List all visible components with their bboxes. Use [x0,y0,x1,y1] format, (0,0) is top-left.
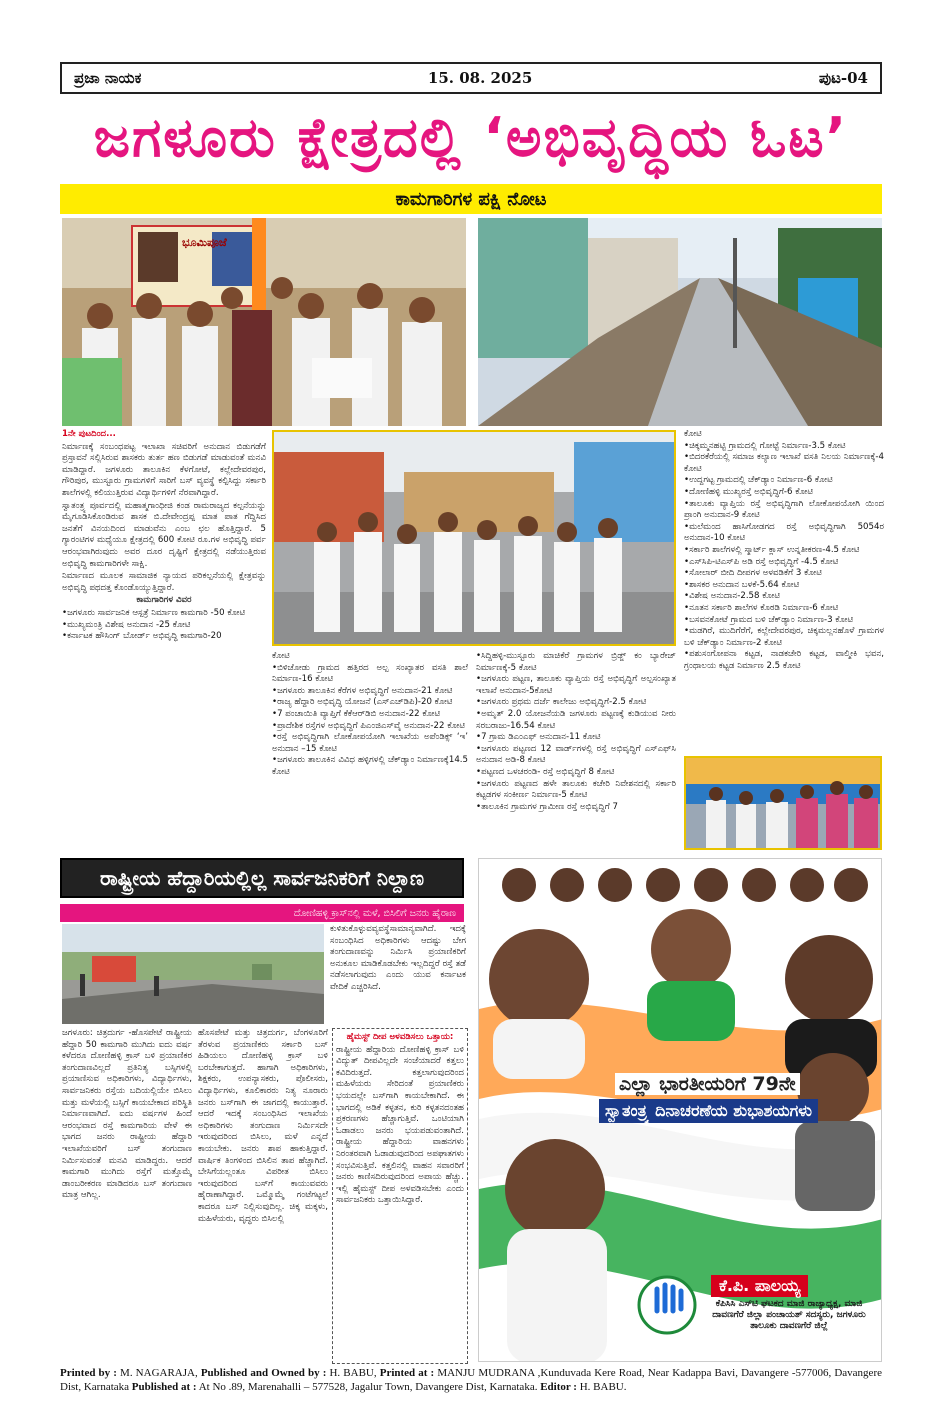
paragraph: ಜಗಳೂರು: ಚಿತ್ರದುರ್ಗ -ಹೊಸಪೇಟೆ ರಾಷ್ಟ್ರೀಯ ಹೆದ್ದಾರಿ 50 ಕಾಮಗಾರಿ ಮುಗಿದು ಐದು ವರ್ಷ ಕಳೆದರೂ ದೋಣಿಹಳ್ಳಿ ಕ್ರಾಸ್ ಬಳಿ ಪ್ರಯಾಣಿಕರ ತಂಗುದಾಣವಿಲ್ಲದೆ ಪ್ರತಿನಿತ್ಯ ಬಸ್ಸಿಗಳಲ್ಲಿ ಪ್ರಯಾಣಿಸುವ ಅಧಿಕಾರಿಗಳು, ವಿದ್ಯಾರ್ಥಿಗಳು, ಸಾರ್ವಜನಿಕರು ರಸ್ತೆಯ ಬದಿಯಲ್ಲಿಯೇ ಬಿಸಿಲು ಮತ್ತು ಮಳೆಯಲ್ಲಿ ಬಸ್ಸಿಗೆ ಕಾಯಬೇಕಾದ ಪರಿಸ್ಥಿತಿ ನಿರ್ಮಾಣವಾಗಿದೆ. ಐದು ವರ್ಷಗಳ ಹಿಂದೆ ಆರಂಭವಾದ ರಸ್ತೆ ಕಾಮಗಾರಿಯ ವೇಳೆ ಈ ಭಾಗದ ಜನರು ರಾಷ್ಟ್ರೀಯ ಹೆದ್ದಾರಿ ಇಲಾಖೆಯವರಿಗೆ ಬಸ್ ತಂಗುದಾಣ ನಿರ್ಮಿಸುವಂತೆ ಮನವಿ ಮಾಡಿದ್ದರು. ಆದರೆ ಕಾಮಗಾರಿ ಮುಗಿದು ರಸ್ತೆಗೆ ಮತ್ತೊಮ್ಮೆ ಡಾಂಬರೀಕರಣ ಮಾಡಿದರೂ ಬಸ್ ತಂಗುದಾಣ ಮಾತ್ರ ಆಗಿಲ್ಲ. [62,1028,192,1201]
list-item: •ಮಡಗಿರೆ, ಮುದಿಗೆರೆಗೆ, ಕಲ್ಲೇದೇವರಪುರ, ಚಿಕ್ಕಮಲ್ಲನಹೊಳೆ ಗ್ರಾಮಗಳ ಬಳಿ ಚೆಕ್‌ಡ್ಯಾಂ ನಿರ್ಮಾಣ-2 ಕೋಟಿ [684,626,884,648]
story-top-right-text [330,924,466,1024]
list-item: •ತಾಲೂಕು ವ್ಯಾಪ್ತಿಯ ರಸ್ತೆ ಅಭಿವೃದ್ಧಿಗಾಗಿ ಲೋಕೋಪಯೋಗಿ ಯಿಂದ ಪ್ರಾಂಗಿ ಅನುದಾನ-9 ಕೋಟಿ [684,498,884,521]
inauguration-illustration [686,758,880,848]
paper-name: ಪ್ರಜಾ ನಾಯಕ [74,69,142,87]
continued-label: 1ನೇ ಪುಟದಿಂದ... [62,429,116,439]
issue-date: 15. 08. 2025 [427,69,533,87]
photo-highway-junction [62,924,324,1024]
list-item: •ಪಶುಸಂಗೋಪನಾ ಕಟ್ಟಡ, ನಾಡಕಚೇರಿ ಕಟ್ಟಡ, ವಾಲ್ಮೀಕಿ ಭವನ, ಗ್ರಂಥಾಲಯ ಕಟ್ಟಡ ನಿರ್ಮಾಣ 2.5 ಕೋಟಿ [684,649,884,671]
list-item: •ಜಗಳೂರು ಪ್ರಥಮ ದರ್ಜೆ ಕಾಲೇಜು ಅಭಿವೃದ್ಧಿಗೆ-2.5 ಕೋಟಿ [476,697,647,708]
list-item: •ನೂತನ ಸರ್ಕಾರಿ ಶಾಲೆಗಳ ಕೊಠಡಿ ನಿರ್ಮಾಣ-6 ಕೋಟಿ [684,602,839,613]
list-item: ಕೋಟಿ [684,429,702,439]
list-item: •ಪ್ರಾದೇಶಿಕ ರಸ್ತೆಗಳ ಅಭಿವೃದ್ಧಿಗೆ ಪಿಎಂಜಿಎಸ್‌ವೈ ಅನುದಾನ-22 ಕೋಟಿ [272,720,465,731]
owner-name: H. BABU, [329,1367,377,1379]
highway-illustration [62,924,324,1024]
banner-label: ಭೂಮಿಪೂಜೆ [182,236,227,249]
list-item: •ದೋಣಿಹಳ್ಳಿ ಮುಖ್ಯರಸ್ತೆ ಅಭಿವೃದ್ಧಿಗೆ-6 ಕೋಟಿ [684,486,814,497]
list-item: •ಎಸ್‌ಸಿಪಿ-ಟಿಎಸ್‌ಪಿ ಅಡಿ ರಸ್ತೆ ಅಭಿವೃದ್ಧಿಗೆ -4.5 ಕೋಟಿ [684,556,839,567]
list-item: •ಮುಖ್ಯಮಂತ್ರಿ ವಿಶೇಷ ಅನುದಾನ -25 ಕೋಟಿ [62,619,191,630]
list-item: •ಬಿಳಿಚೋಡು ಗ್ರಾಮದ ಹತ್ತಿರದ ಅಲ್ಪ ಸಂಖ್ಯಾತರ ವಸತಿ ಶಾಲೆ ನಿರ್ಮಾಣ-16 ಕೋಟಿ [272,662,468,685]
list-item: •ರಸ್ತೆ ಅಭಿವೃದ್ಧಿಗಾಗಿ ಲೋಕೋಪಯೋಗಿ ಇಲಾಖೆಯ ಅಪೆಂಡಿಕ್ಸ್ ‘ಇ’ ಅನುದಾನ –15 ಕೋಟಿ [272,732,468,754]
paragraph: ರಾಷ್ಟ್ರೀಯ ಹೆದ್ದಾರಿಯ ದೋಣಿಹಳ್ಳಿ ಕ್ರಾಸ್ ಬಳಿ ವಿದ್ಯುತ್ ದೀಪವಿಲ್ಲದೇ ಸಂಜೆಯಾದರೆ ಕತ್ತಲು ಕವಿದಿರುತ್ತದೆ. ಕತ್ತಲಾಗುವುದರಿಂದ ಮಹಿಳೆಯರು ಸೇರಿದಂತೆ ಪ್ರಯಾಣಿಕರು ಭಯದಲ್ಲೇ ಬಸ್‌ಗಾಗಿ ಕಾಯಬೇಕಾಗಿದೆ. ಈ ಭಾಗದಲ್ಲಿ ಅಡಿಕೆ ಕಳ್ಳತನ, ಕುರಿ ಕಳ್ಳತನದಂತಹ ಪ್ರಕರಣಗಳು ಹೆಚ್ಚಾಗುತ್ತಿವೆ. ಒಂಟಿಯಾಗಿ ಓಡಾಡಲು ಜನರು ಭಯಪಡುವಂತಾಗಿದೆ. ರಾಷ್ಟ್ರೀಯ ಹೆದ್ದಾರಿಯ ವಾಹನಗಳು ನಿರಂತರವಾಗಿ ಓಡಾಡುವುದರಿಂದ ಅಪಘಾತಗಳು ಸಂಭವಿಸುತ್ತಿವೆ. ಕತ್ತಲಿನಲ್ಲಿ ವಾಹನ ಸವಾರರಿಗೆ ಜನರು ಕಾಣಿಸದಿರುವುದರಿಂದ ಅಪಾಯ ಹೆಚ್ಚು. ಇಲ್ಲಿ ಹೈಮಸ್ಟ್ ದೀಪ ಅಳವಡಿಸಬೇಕು ಎಂದು ಸಾರ್ವಜನಿಕರು ಒತ್ತಾಯಿಸಿದ್ದಾರೆ. [336,1044,464,1206]
list-item: •ಜಗಳೂರು ತಾಲೂಕಿನ ವಿವಿಧ ಹಳ್ಳಿಗಳಲ್ಲಿ ಚೆಕ್‌ಡ್ಯಾಂ ನಿರ್ಮಾಣಕ್ಕೆ14.5 ಕೋಟಿ [272,755,468,777]
list-item: •ಬಸವನಕೋಟೆ ಗ್ರಾಮದ ಬಳಿ ಚೆಕ್‌ಡ್ಯಾಂ ನಿರ್ಮಾಣ-3 ಕೋಟಿ [684,614,854,625]
printed-at-address: MANJU MUDRANA ,Kunduvada Kere Road, Near Kadappa Bavi, Davangere -577006, Davangere Dist, Karnataka [60,1367,882,1393]
list-item: •ಜಗಳೂರು ತಾಲೂಕಿನ ಕೆರೆಗಳ ಅಭಿವೃದ್ಧಿಗೆ ಅನುದಾನ-21 ಕೋಟಿ [272,685,453,696]
inspection-illustration [274,432,674,644]
story-column-1 [62,1028,192,1364]
leader-designation: ಕೆಪಿಸಿಸಿ ಎಸ್‌ಟಿ ಘಟಕದ ಮಾಜಿ ರಾಜ್ಯಾಧ್ಯಕ್ಷ, ಮಾಜಿ ದಾವಣಗೆರೆ ಜಿಲ್ಲಾ ಪಂಚಾಯತ್ ಸದಸ್ಯರು, ಜಗಳೂರು ತಾಲೂಕು ದಾವಣಗೆರೆ ಜಿಲ್ಲೆ [712,1299,866,1331]
paragraph: ಕುಳಿತುಕೊಳ್ಳುವವ್ಯವಸ್ಥೆಸಾಮಾನ್ಯವಾಗಿದೆ. ಇದಕ್ಕೆ ಸಂಬಂಧಿಸಿದ ಅಧಿಕಾರಿಗಳು ಆದಷ್ಟು ಬೇಗ ತಂಗುದಾಣವನ್ನು ನಿರ್ಮಿಸಿ ಪ್ರಯಾಣಿಕರಿಗೆ ಅನುಕೂಲ ಮಾಡಿಕೊಡಬೇಕು ಇಲ್ಲದಿದ್ದರೆ ರಸ್ತೆ ತಡೆ ನಡೆಸಲಾಗುವುದು ಎಂದು ಯುವ ಕರ್ನಾಟಕ ವೇದಿಕೆ ಎಚ್ಚರಿಸಿದೆ. [330,924,466,992]
highmast-box [332,1028,468,1364]
photo-road-inspection [272,430,676,646]
list-item: •ಕರ್ನಾಟಕ ಹೌಸಿಂಗ್ ಬೋರ್ಡ್ ಅಭಿವೃದ್ಧಿ ಕಾಮಗಾರಿ-20 [62,631,222,642]
road-illustration [478,218,882,426]
independence-day-ad [478,858,882,1362]
editor-name: H. BABU. [579,1381,627,1393]
story-column-2 [198,1028,328,1364]
sub-headline: ಕಾಮಗಾರಿಗಳ ಪಕ್ಷಿ ನೋಟ [60,184,882,214]
published-label: Published and Owned by : [200,1367,327,1379]
list-item: •ಚಿಕ್ಕಮ್ಮನಹಟ್ಟಿ ಗ್ರಾಮದಲ್ಲಿ ಗೋಟ್ಟೆ ನಿರ್ಮಾಣ-3.5 ಕೋಟಿ [684,440,846,451]
list-item: •ವಿಶೇಷ ಅನುದಾನ-2.58 ಕೋಟಿ [684,591,781,602]
page-number: ಪುಟ-04 [818,69,868,87]
column-2 [272,651,468,849]
list-item: •ಸೋಲಾರ್ ಬೀದಿ ದೀಪಗಳ ಅಳವಡಿಕೆಗೆ 3 ಕೋಟಿ [684,568,822,579]
story-headline: ರಾಷ್ಟ್ರೀಯ ಹೆದ್ದಾರಿಯಲ್ಲಿಲ್ಲ ಸಾರ್ವಜನಿಕರಿಗೆ ನಿಲ್ದಾಣ [60,858,464,898]
list-item: •ಜಗಳೂರು ಪಟ್ಟಣ, ತಾಲೂಕು ವ್ಯಾಪ್ತಿಯ ರಸ್ತೆ ಅಭಿವೃದ್ಧಿಗೆ ಅಲ್ಪಸಂಖ್ಯಾತ ಇಲಾಖೆ ಅನುದಾನ-5ಕೋಟಿ [476,674,676,696]
list-item: •ಸಿದ್ದಿಹಳ್ಳಿ-ಮುಸ್ಟೂರು ಮಾಚಿಕೆರೆ ಗ್ರಾಮಗಳ ಬ್ರಿಡ್ಜ್ ಕಂ ಬ್ಯಾರೇಜ್ ನಿರ್ಮಾಣಕ್ಕೆ-5 ಕೋಟಿ [476,651,676,673]
list-item: •ಶಾಸಕರ ಅನುದಾನ ಬಳಕೆ-5.64 ಕೋಟಿ [684,579,800,590]
published-at-label: Published at : [131,1381,197,1393]
list-item: •ಸರ್ಕಾರಿ ಶಾಲೆಗಳಲ್ಲಿ ಸ್ಮಾರ್ಟ್ ಕ್ಲಾಸ್ ಉನ್ನತೀಕರಣ-4.5 ಕೋಟಿ [684,544,860,555]
editor-label: Editor : [540,1381,577,1393]
list-item: •7 ಗ್ರಾಮ ಡಿಎಂಎಫ್ ಅನುದಾನ-11 ಕೋಟಿ [476,732,601,743]
works-heading: ಕಾಮಗಾರಿಗಳ ವಿವರ [136,595,192,606]
list-item: •ಜಗಳೂರು ಪಟ್ಟಣದ ಹಳೇ ತಾಲೂಕು ಕಚೇರಿ ನಿವೇಶನದಲ್ಲಿ ಸರ್ಕಾರಿ ಕಟ್ಟಡಗಳ ಸಂಕೀರ್ಣ ನಿರ್ಮಾಣ-5 ಕೋಟಿ [476,778,676,801]
list-item: •7 ಪಂಚಾಯಿತಿ ವ್ಯಾಪ್ತಿಗೆ ಕೆಕೆಆರ್‌ಡಿಬಿ ಅನುದಾನ-22 ಕೋಟಿ [272,708,441,719]
leader-name: ಕೆ.ಪಿ. ಪಾಲಯ್ಯ [711,1275,808,1297]
list-item: ಕೋಟಿ [272,651,290,661]
list-item: •ಜಗಳೂರು ಸಾರ್ವಜನಿಕ ಆಸ್ಪತ್ರೆ ನಿರ್ಮಾಣ ಕಾಮಗಾರಿ -50 ಕೋಟಿ [62,607,246,618]
paragraph: ಸ್ವಾತಂತ್ರ್ಯ ಪೂರ್ವದಲ್ಲಿ ಮಹಾತ್ಮಗಾಂಧೀಜಿ ಕಂಡ ರಾಮರಾಜ್ಯದ ಕಲ್ಪನೆಯನ್ನು ಮೈಗೂಡಿಸಿಕೊಂಡಿರುವ ಶಾಸಕ ಬಿ.ದೇವೇಂದ್ರಪ್ಪ ಮಾತ ಪಾತ ಗೆದ್ದಿಸಿದ ಜನತೆಗೆ ವಿನಯದಿಂದ ಮಾಡುವೆನು ಎಂಬ ಛಲ ಹೊತ್ತಿದ್ದಾರೆ. 5 ಗ್ಯಾರಂಟಿಗಳ ಮಧ್ಯೆಯೂ ಕ್ಷೇತ್ರದಲ್ಲಿ 600 ಕೋಟಿ ರೂ.ಗಳ ಅಭಿವೃದ್ಧಿ ಪರ್ವ ಆರಂಭವಾಗಿರುವುದು ಅವರ ದೂರ ದೃಷ್ಟಿಗೆ ಕ್ಷೇತ್ರದಲ್ಲಿ ನಡೆಯುತ್ತಿರುವ ಅಭಿವೃದ್ಧಿ ಕಾಮಗಾರಿಗಳೇ ಸಾಕ್ಷಿ. [62,500,266,569]
greeting-line-1: ಎಲ್ಲಾ ಭಾರತೀಯರಿಗೆ 79ನೇ [615,1073,800,1095]
story-subhead: ದೋಣಿಹಳ್ಳಿ ಕ್ರಾಸ್‌ನಲ್ಲಿ ಮಳೆ, ಬಿಸಿಲಿಗೆ ಜನರು ಹೈರಾಣ [60,904,464,922]
photo-concrete-road [478,218,882,426]
column-3 [476,651,676,849]
list-item: •ಪಟ್ಟಣದ ಒಳಚರಂಡಿ- ರಸ್ತೆ ಅಭಿವೃದ್ಧಿಗೆ 8 ಕೋಟಿ [476,766,615,777]
masthead [60,62,882,94]
photo-bhoomi-pooja [62,218,466,426]
printed-by-label: Printed by : [60,1367,117,1379]
column-4 [684,429,884,751]
published-at-address: At No .89, Marenahalli – 577528, Jagalur Town, Davangere Dist, Karnataka. [198,1381,538,1393]
list-item: •ಮಲೆಮಂದ ಹಾಸಿಗೋಡಗದ ರಸ್ತೆ ಅಭಿವೃದ್ಧಿಗಾಗಿ 5054ರ ಅನುದಾನ-10 ಕೋಟಿ [684,521,884,544]
list-item: •ಜಗಳೂರು ಪಟ್ಟಣದ 12 ವಾರ್ಡ್‌ಗಳಲ್ಲಿ ರಸ್ತೆ ಅಭಿವೃದ್ಧಿಗೆ ಎಸ್‌ಎಫ್‌ಸಿ ಅನುದಾನ ಅಡಿ-8 ಕೋಟಿ [476,743,676,766]
greeting-line-2: ಸ್ವಾತಂತ್ರ್ಯ ದಿನಾಚರಣೆಯ ಶುಭಾಶಯಗಳು [599,1099,818,1123]
paragraph: ನಿರ್ಮಾಣದ ಮೂಲಕ ಸಾಮಾಜಿಕ ನ್ಯಾಯದ ಪರಿಕಲ್ಪನೆಯಲ್ಲಿ ಕ್ಷೇತ್ರವನ್ನು ಅಭಿವೃದ್ಧಿ ಪಥದತ್ತ ಕೊಂಡೊಯ್ಯುತ್ತಿದ್ದಾರೆ. [62,571,266,593]
crowd-illustration [62,218,466,426]
column-1 [62,429,266,851]
list-item: •ಅಮೃತ್ 2.0 ಯೋಜನೆಯಡಿ ಜಗಳೂರು ಪಟ್ಟಣಕ್ಕೆ ಕುಡಿಯುವ ನೀರು ಸರಬರಾಜು-16.54 ಕೋಟಿ [476,708,676,731]
imprint-line [60,1366,882,1394]
photo-inauguration [684,756,882,850]
list-item: •ಉದ್ದಗಟ್ಟ ಗ್ರಾಮದಲ್ಲಿ ಚೆಕ್‌ಡ್ಯಾಂ ನಿರ್ಮಾಣ-6 ಕೋಟಿ [684,475,833,486]
list-item: •ತಾಲೂಕಿನ ಗ್ರಾಮಗಳ ಗ್ರಾಮೀಣ ರಸ್ತೆ ಅಭಿವೃದ್ಧಿಗೆ 7 [476,801,618,812]
list-item: •ಬಿದರಕೆರೆಯಲ್ಲಿ ಸಮಾಜ ಕಲ್ಯಾಣ ಇಲಾಖೆ ವಸತಿ ನಿಲಯ ನಿರ್ಮಾಣಕ್ಕೆ-4 ಕೋಟಿ [684,452,884,474]
list-item: •ರಾಜ್ಯ ಹೆದ್ದಾರಿ ಅಭಿವೃದ್ಧಿ ಯೋಜನೆ (ಎಸ್‌ಎಚ್‌ಡಿಪಿ)-20 ಕೋಟಿ [272,697,453,708]
printer-name: M. NAGARAJA, [120,1367,198,1379]
printed-at-label: Printed at : [379,1367,435,1379]
paragraph: ಹೊಸಪೇಟೆ ಮತ್ತು ಚಿತ್ರದುರ್ಗ, ಬೆಂಗಳೂರಿಗೆ ತೆರಳುವ ಪ್ರಯಾಣಿಕರು ಸರ್ಕಾರಿ ಬಸ್ ಹಿಡಿಯಲು ದೋಣಿಹಳ್ಳಿ ಕ್ರಾಸ್ ಬಳಿ ಬರಬೇಕಾಗುತ್ತದೆ. ಹಾಗಾಗಿ ಅಧಿಕಾರಿಗಳು, ಶಿಕ್ಷಕರು, ಉಪನ್ಯಾಸಕರು, ಪೊಲೀಸರು, ವಿದ್ಯಾರ್ಥಿಗಳು, ಕೂಲಿಕಾರರು ನಿತ್ಯ ನೂರಾರು ಜನರು ಬಸ್‌ಗಾಗಿ ಈ ಜಾಗದಲ್ಲಿ ಕಾಯುತ್ತಾರೆ. ಆದರೆ ಇದಕ್ಕೆ ಸಂಬಂಧಿಸಿದ ಇಲಾಖೆಯ ಅಧಿಕಾರಿಗಳು ತಂಗುದಾಣ ನಿರ್ಮಿಸದೇ ಇರುವುದರಿಂದ ಬಿಸಿಲು, ಮಳೆ ಎನ್ನದೆ ಕಾಯಬೇಕು. ಜನರು ಶಾಪ ಹಾಕುತ್ತಿದ್ದಾರೆ. ವಾರ್ಷಿಕ ತಿಂಗಳಿಂದ ಬಿಸಿಲಿನ ತಾಪ ಹೆಚ್ಚಾಗಿದೆ. ಬೇಸಿಗೆಯಲ್ಲಂತೂ ವಿಪರೀತ ಬಿಸಿಲು ಇರುವುದರಿಂದ ಬಸ್‌ಗೆ ಕಾಯುವವರು ಹೈರಾಣಾಗಿದ್ದಾರೆ. ಒಮ್ಮೊಮ್ಮೆ ಗಂಟೆಗಟ್ಟಲೆ ಕಾದರೂ ಬಸ್ ನಿಲ್ಲಿಸುವುದಿಲ್ಲ. ಚಿಕ್ಕ ಮಕ್ಕಳು, ಮಹಿಳೆಯರು, ವೃದ್ಧರು ಬಿಸಿಲಲ್ಲಿ [198,1028,328,1224]
paragraph: ನಿರ್ಮಾಣಕ್ಕೆ ಸಂಬಂಧಪಟ್ಟ ಇಲಾಖಾ ಸಚಿವರಿಗೆ ಅನುದಾನ ಬಿಡುಗಡೆಗೆ ಪ್ರಸ್ತಾವನೆ ಸಲ್ಲಿಸಿರುವ ಶಾಸಕರು ತುರ್ತ ಹಣ ಬಿಡುಗಡೆ ಮಾಡುವಂತೆ ಮನವಿ ಮಾಡಿದ್ದಾರೆ. ಜಗಳೂರು ತಾಲೂಕಿನ ಕೆಳಗೋಟೆ, ಕಲ್ಲೇದೇವರಪುರ, ಗೌರಿಪುರ, ಮುಸ್ಟೂರು ಗ್ರಾಮಗಳಿಗೆ ಸಾರಿಗೆ ಬಸ್ ವ್ಯವಸ್ಥೆ ಕಲ್ಪಿಸಿದ್ದು ಸರ್ಕಾರಿ ಶಾಲೆಗಳಲ್ಲಿ ಕಲಿಯುತ್ತಿರುವ ವಿದ್ಯಾರ್ಥಿಗಳಿಗೆ ನೆರವಾಗಿದ್ದಾರೆ. [62,441,266,498]
box-title: ಹೈಮಸ್ಟ್ ದೀಪ ಅಳವಡಿಸಲು ಒತ್ತಾಯ: [346,1032,454,1042]
page-headline: ಜಗಳೂರು ಕ್ಷೇತ್ರದಲ್ಲಿ ‘ಅಭಿವೃದ್ಧಿಯ ಓಟ’ [93,106,849,169]
